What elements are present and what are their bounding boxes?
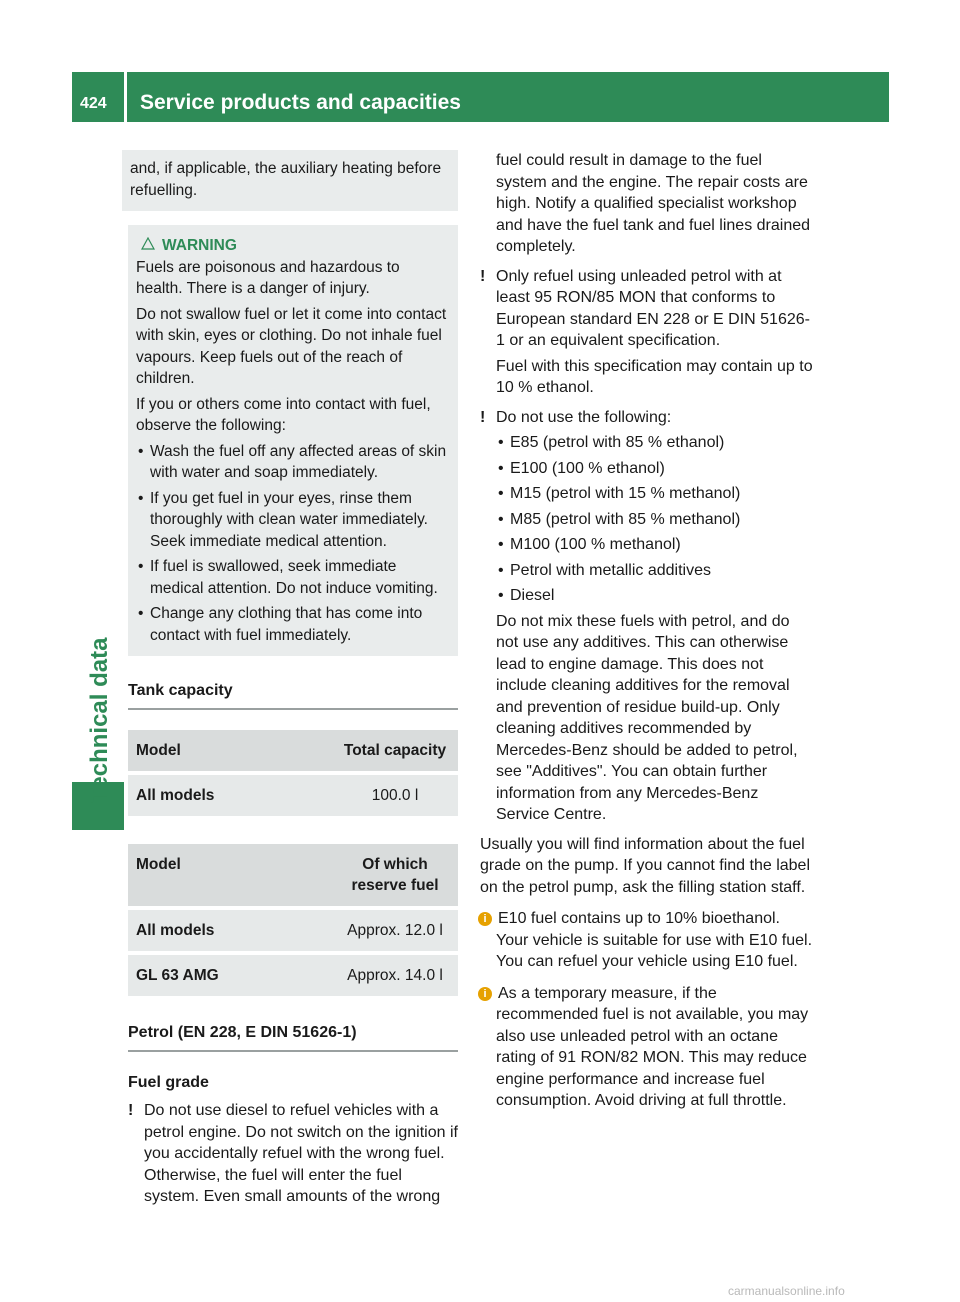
warning-paragraph: Fuels are poisonous and hazardous to health. There is a danger of injury. (136, 258, 400, 297)
body-paragraph: Usually you will find information about the fuel grade on the pump. If you cannot find the label on the petrol pump, ask the filling station staff. (480, 835, 811, 896)
total-capacity-table (128, 726, 458, 820)
side-tab-label: Technical data (86, 637, 113, 803)
table-header-cell: Model (128, 844, 332, 906)
warning-bullet: • If fuel is swallowed, seek immediate medical attention. Do not induce vomiting. (136, 556, 450, 599)
info-note (480, 908, 815, 973)
list-item: • M15 (petrol with 15 % methanol) (480, 483, 815, 505)
info-text: E10 fuel contains up to 10% bioethanol. Your vehicle is suitable for use with E10 fuel. You can refuel your vehicle using E10 fuel. (496, 910, 813, 970)
table-cell: All models (128, 775, 332, 816)
header-separator (124, 72, 127, 122)
warning-paragraph: Do not swallow fuel or let it come into contact with skin, eyes or clothing. Do not inhale fuel vapours. Keep fuels out of the reach of children. (136, 305, 447, 387)
page-title: Service products and capacities (140, 91, 461, 114)
list-item: • E100 (100 % ethanol) (480, 458, 815, 480)
list-item: • Diesel (480, 585, 815, 607)
note-paragraph: Do not mix these fuels with petrol, and do not use any additives. This can otherwise lead to engine damage. This does not include cleaning additives for the removal and prevention of residue build-up. Only cleaning additives recommended by Mercedes-Benz should be added to petrol, see "Additives". You can obtain further information from any Mercedes-Benz Service Centre. (496, 612, 798, 823)
note-text: Do not use the following: (496, 408, 672, 426)
list-item: • Petrol with metallic additives (480, 560, 815, 582)
warning-box (128, 225, 458, 656)
exclamation-icon: ! (480, 408, 486, 426)
table-cell: All models (128, 910, 332, 951)
fuel-grade-note (128, 1100, 458, 1208)
table-header-cell: Total capacity (332, 730, 458, 771)
note-paragraph (480, 266, 815, 352)
note-text: Only refuel using unleaded petrol with at least 95 RON/85 MON that conforms to European standard EN 228 or E DIN 51626-1 or an equivalent specification. (496, 267, 810, 349)
watermark: carmanualsonline.info (728, 1284, 845, 1298)
tank-capacity-heading: Tank capacity (128, 680, 458, 710)
info-text: As a temporary measure, if the recommended fuel is not available, you may also use unleaded petrol with an octane rating of 91 RON/82 MON. This may reduce engine performance and increase fuel consumption. Avoid driving at full throttle. (496, 984, 809, 1109)
info-icon: i (478, 987, 492, 1001)
table-row (128, 775, 458, 816)
table-cell: 100.0 l (332, 775, 458, 816)
continuation-text: fuel could result in damage to the fuel system and the engine. The repair costs are high. Notify a qualified specialist workshop and have the fuel tank and fuel lines drained completely. (496, 152, 811, 255)
left-column (128, 150, 458, 1208)
list-item: • M100 (100 % methanol) (480, 534, 815, 556)
exclamation-icon: ! (480, 267, 486, 285)
page-number: 424 (80, 95, 107, 112)
info-note (480, 983, 815, 1112)
note-paragraph (480, 407, 815, 429)
note-paragraph: Fuel with this specification may contain up to 10 % ethanol. (496, 357, 813, 396)
list-item: • E85 (petrol with 85 % ethanol) (480, 432, 815, 454)
warning-bullet: • Wash the fuel off any affected areas of skin with water and soap immediately. (136, 441, 450, 484)
fuel-grade-text: Do not use diesel to refuel vehicles with a petrol engine. Do not switch on the ignition if you accidentally refuel with the wrong fuel. Otherwise, the fuel will enter the fuel system. Even small amounts of the wrong (144, 1102, 458, 1205)
table-header-cell: Of which reserve fuel (332, 844, 458, 906)
warning-bullet: • If you get fuel in your eyes, rinse them thoroughly with clean water immediately. Seek immediate medical attention. (136, 488, 450, 553)
table-cell: Approx. 12.0 l (332, 910, 458, 951)
warning-paragraph: If you or others come into contact with fuel, observe the following: (136, 395, 431, 434)
list-item: • M85 (petrol with 85 % methanol) (480, 509, 815, 531)
info-icon: i (478, 912, 492, 926)
warning-triangle-icon (140, 235, 156, 257)
continuation-text: and, if applicable, the auxiliary heating before refuelling. (130, 160, 442, 199)
table-row (128, 910, 458, 951)
table-header-cell: Model (128, 730, 332, 771)
continuation-box (122, 150, 458, 211)
exclamation-icon: ! (128, 1102, 134, 1119)
right-column (480, 150, 815, 1112)
warning-heading-text: WARNING (162, 237, 237, 254)
petrol-heading: Petrol (EN 228, E DIN 51626-1) (128, 1022, 458, 1052)
warning-bullet: • Change any clothing that has come into contact with fuel immediately. (136, 603, 450, 646)
table-header-row (128, 730, 458, 771)
table-cell: GL 63 AMG (128, 955, 332, 996)
table-row (128, 955, 458, 996)
table-cell: Approx. 14.0 l (332, 955, 458, 996)
warning-heading (136, 235, 450, 257)
table-header-row (128, 844, 458, 906)
fuel-grade-heading: Fuel grade (128, 1074, 209, 1091)
reserve-fuel-table (128, 840, 458, 1000)
